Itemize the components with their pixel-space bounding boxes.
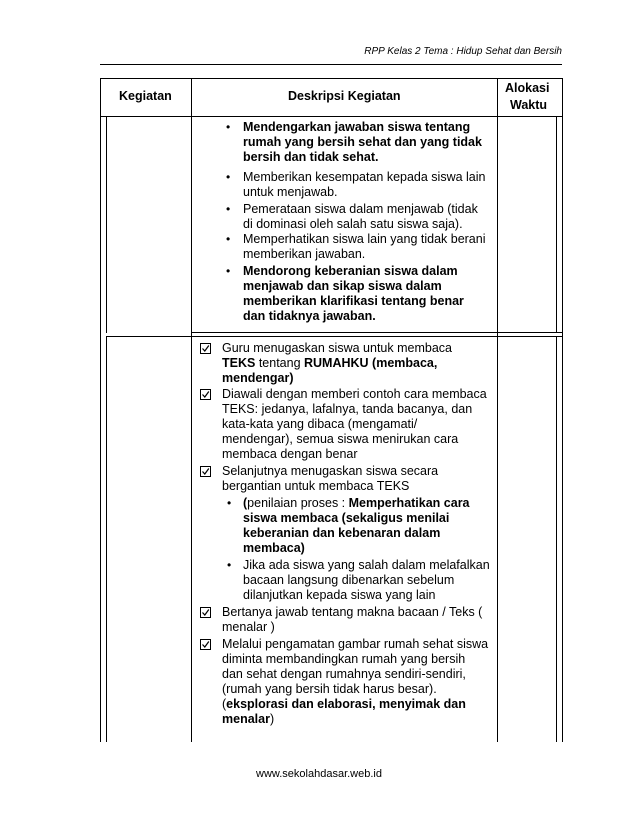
checkbox-checked-icon — [200, 389, 211, 400]
checkbox-checked-icon — [200, 343, 211, 354]
table-top-border — [100, 78, 562, 79]
cell-inner-top-right — [497, 116, 556, 117]
list-item: Melalui pengamatan gambar rumah sehat siswa diminta membandingkan rumah yang bersih dan sehat dengan rumahnya sendiri-sendiri, (rumah yang bersih tidak harus besar). (eksplorasi dan elaborasi, menyimak dan menalar) — [222, 637, 489, 726]
list-item: (penilaian proses : Memperhatikan cara siswa membaca (sekaligus menilai keberanian dan kebenaran dalam membaca) — [243, 496, 470, 555]
bullet-icon: • — [226, 170, 231, 184]
checkbox-checked-icon — [200, 639, 211, 650]
cell-inner-top-2 — [106, 336, 191, 337]
bullet-icon: • — [226, 120, 231, 134]
list-item: Jika ada siswa yang salah dalam melafalkan bacaan langsung dibenarkan sebelum dilanjutkan kepada siswa yang lain — [243, 558, 490, 602]
cell-inner-left — [106, 117, 107, 333]
row-separator-1 — [191, 332, 562, 333]
cell-inner-top — [106, 116, 191, 117]
cell-inner-left-2 — [106, 337, 107, 742]
list-item: Memperhatikan siswa lain yang tidak berani memberikan jawaban. — [243, 232, 486, 261]
table-right-border — [562, 78, 563, 742]
list-item: Mendengarkan jawaban siswa tentang rumah yang bersih sehat dan yang tidak bersih dan tidak sehat. — [243, 120, 482, 164]
col-header-deskripsi: Deskripsi Kegiatan — [288, 89, 401, 103]
list-item: Selanjutnya menugaskan siswa secara bergantian untuk membaca TEKS — [222, 464, 439, 493]
list-item: Mendorong keberanian siswa dalam menjawab dan sikap siswa dalam memberikan klarifikasi tentang benar dan tidaknya jawaban. — [243, 264, 464, 323]
bullet-icon: • — [227, 558, 232, 572]
list-item: Bertanya jawab tentang makna bacaan / Teks ( menalar ) — [222, 605, 483, 634]
col-divider-1 — [191, 78, 192, 742]
header-rule — [100, 64, 562, 65]
cell-inner-top-right-2 — [497, 336, 556, 337]
col-header-waktu: Waktu — [510, 98, 548, 112]
list-item: Pemerataan siswa dalam menjawab (tidak di dominasi oleh salah satu siswa saja). — [243, 202, 478, 231]
list-item: Guru menugaskan siswa untuk membaca TEKS tentang RUMAHKU (membaca, mendengar) — [222, 341, 452, 385]
bullet-icon: • — [226, 264, 231, 278]
col-divider-2 — [497, 78, 498, 742]
col-header-kegiatan: Kegiatan — [119, 89, 172, 103]
list-item: Diawali dengan memberi contoh cara membaca TEKS: jedanya, lafalnya, tanda bacanya, dan kata-kata yang dibaca (mengamati/ mendengar), semua siswa menirukan cara membaca dengan benar — [222, 387, 487, 461]
list-item: Memberikan kesempatan kepada siswa lain untuk menjawab. — [243, 170, 486, 199]
checkbox-checked-icon — [200, 607, 211, 618]
footer-url: www.sekolahdasar.web.id — [256, 768, 382, 780]
cell-inner-right-2 — [556, 337, 557, 742]
col-header-alokasi: Alokasi — [505, 81, 550, 95]
cell-inner-right — [556, 117, 557, 333]
checkbox-checked-icon — [200, 466, 211, 477]
bullet-icon: • — [226, 202, 231, 216]
bullet-icon: • — [227, 496, 232, 510]
header-title: RPP Kelas 2 Tema : Hidup Sehat dan Bersih — [364, 46, 562, 57]
bullet-icon: • — [226, 232, 231, 246]
table-left-border — [100, 78, 101, 742]
